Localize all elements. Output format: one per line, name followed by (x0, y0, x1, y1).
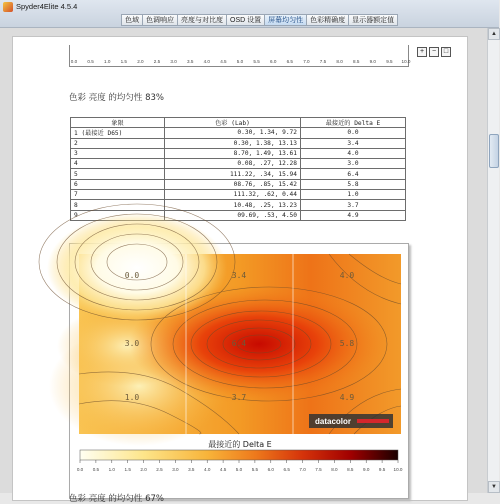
uniformity-heatmap-panel (69, 243, 409, 499)
zone-cell: 7 (71, 190, 165, 200)
scroll-down-arrow-icon[interactable]: ▼ (488, 481, 500, 493)
scale-tick-label: 4.5 (220, 59, 227, 64)
table-header-row (71, 118, 406, 128)
scale-tick-label: 7.0 (303, 59, 310, 64)
zone-cell: 4 (71, 159, 165, 169)
tab-osd-settings[interactable]: OSD 设置 (227, 14, 265, 26)
scale-tick-label: 5.0 (236, 59, 244, 64)
delta-e-cell: 4.0 (301, 148, 406, 158)
colorbar-tick-label: 1.5 (124, 467, 131, 472)
colorbar-tick-label: 4.5 (219, 467, 227, 472)
uniformity-table (70, 117, 406, 221)
scale-tick-label: 9.0 (369, 59, 376, 64)
tab-monitor-rating[interactable]: 显示器额定值 (349, 14, 398, 26)
scroll-thumb[interactable] (489, 134, 499, 168)
top-scale-strip (69, 45, 409, 67)
scale-tick-label: 1.5 (120, 59, 127, 64)
tab-gamut[interactable]: 色域 (121, 14, 143, 26)
scale-tick-label: 9.5 (386, 59, 393, 64)
colorbar-tick-label: 3.0 (172, 467, 179, 472)
zone-cell: 8 (71, 200, 165, 210)
column-header-zone: 象限 (71, 118, 165, 128)
scale-tick-label: 4.0 (203, 59, 210, 64)
colorbar-tick-label: 6.5 (283, 467, 290, 472)
colorbar-tick-label: 6.0 (267, 467, 274, 472)
lab-cell: 111.22, .34, 15.94 (165, 169, 301, 179)
vertical-scrollbar[interactable] (487, 28, 499, 493)
zone-delta-e-label: 0.0 (124, 271, 140, 280)
lab-cell: 09.69, .53, 4.50 (165, 210, 301, 220)
window-title: Spyder4Elite 4.5.4 (16, 2, 78, 11)
scroll-up-arrow-icon[interactable]: ▲ (488, 28, 500, 40)
zone-cell: 2 (71, 138, 165, 148)
colorbar-tick-label: 3.5 (188, 467, 195, 472)
colorbar-tick-label: 0.0 (76, 467, 84, 472)
scale-tick-label: 1.0 (103, 59, 111, 64)
zone-delta-e-label: 1.0 (124, 393, 140, 402)
delta-e-cell: 6.4 (301, 169, 406, 179)
colorbar-tick-label: 2.5 (156, 467, 163, 472)
delta-e-cell: 0.0 (301, 128, 406, 138)
colorbar-tick-label: 7.0 (299, 467, 306, 472)
lab-cell: 08.76, .85, 15.42 (165, 179, 301, 189)
zone-cell: 6 (71, 179, 165, 189)
scale-tick-label: 6.0 (269, 59, 277, 64)
lab-cell: 0.30, 1.34, 9.72 (165, 128, 301, 138)
colorbar-tick-label: 2.0 (140, 467, 147, 472)
colorbar-tick-label: 5.0 (235, 467, 243, 472)
colorbar-tick-label: 8.5 (347, 467, 354, 472)
title-bar (0, 0, 499, 28)
delta-e-cell: 3.0 (301, 159, 406, 169)
colorbar-title: 最接近的 Delta E (208, 440, 272, 449)
lab-cell: 0.30, 1.38, 13.13 (165, 138, 301, 148)
colorbar-legend (78, 450, 402, 476)
table-row (71, 128, 406, 138)
datacolor-logo-bar (357, 419, 389, 423)
section-title-uniformity-2: 色彩 亮度 的均匀性 67% (69, 494, 164, 504)
app-icon (3, 2, 13, 12)
zone-delta-e-label: 4.9 (339, 393, 355, 402)
delta-e-cell: 3.7 (301, 200, 406, 210)
scale-tick-label: 7.5 (319, 59, 327, 64)
delta-e-cell: 5.8 (301, 179, 406, 189)
zone-cell: 9 (71, 210, 165, 220)
delta-e-cell: 3.4 (301, 138, 406, 148)
tab-brightness-contrast[interactable]: 亮度与对比度 (178, 14, 227, 26)
scale-tick-label: 2.5 (153, 59, 161, 64)
table-row (71, 179, 406, 189)
colorbar-tick-label: 1.0 (108, 467, 115, 472)
colorbar-tick-label: 0.5 (92, 467, 100, 472)
colorbar-tick-label: 7.5 (315, 467, 322, 472)
tab-tone-response[interactable]: 色调响应 (143, 14, 178, 26)
zone-cell: 5 (71, 169, 165, 179)
zone-cell: 3 (71, 148, 165, 158)
table-row (71, 169, 406, 179)
colorbar-tick-label: 5.5 (251, 467, 259, 472)
colorbar-tick-label: 8.0 (331, 467, 338, 472)
column-header-delta-e: 最接近的 Delta E (301, 118, 406, 128)
scale-tick-label: 6.5 (286, 59, 293, 64)
report-workarea (0, 28, 499, 504)
scale-tick-label: 3.0 (170, 59, 177, 64)
zone-cell: 1 (最接近 D65) (71, 128, 165, 138)
table-row (71, 148, 406, 158)
zoom-out-icon[interactable]: − (429, 47, 439, 57)
scale-tick-label: 2.0 (137, 59, 144, 64)
zone-delta-e-label: 6.4 (231, 339, 247, 348)
zone-delta-e-label: 4.0 (339, 271, 355, 280)
column-header-lab: 色彩 (Lab) (165, 118, 301, 128)
lab-cell: 10.48, .25, 13.23 (165, 200, 301, 210)
colorbar-gradient (80, 450, 398, 460)
tab-color-accuracy[interactable]: 色彩精确度 (307, 14, 349, 26)
lab-cell: 111.32, .62, 0.44 (165, 190, 301, 200)
scale-tick-label: 5.5 (253, 59, 260, 64)
zone-delta-e-label: 3.4 (231, 271, 247, 280)
scale-tick-label: 0.0 (70, 59, 78, 64)
section-title-uniformity-1: 色彩 亮度 的均匀性 83% (69, 93, 164, 103)
scale-tick-label: 0.5 (87, 59, 94, 64)
zoom-toolbar (417, 47, 451, 57)
scale-tick-label: 3.5 (186, 59, 194, 64)
delta-e-cell: 1.0 (301, 190, 406, 200)
delta-e-cell: 4.9 (301, 210, 406, 220)
zone-delta-e-label: 5.8 (339, 339, 355, 348)
zoom-in-icon[interactable]: + (417, 47, 427, 57)
table-row (71, 138, 406, 148)
zone-delta-e-label: 3.0 (124, 339, 140, 348)
tab-strip (121, 14, 398, 26)
colorbar-tick-label: 4.0 (204, 467, 211, 472)
report-page (12, 36, 468, 504)
lab-cell: 0.08, .27, 12.28 (165, 159, 301, 169)
table-row (71, 159, 406, 169)
scale-tick-label: 10.0 (401, 59, 411, 64)
table-row (71, 190, 406, 200)
zoom-fit-icon[interactable]: □ (441, 47, 451, 57)
tab-screen-uniformity[interactable]: 屏幕均匀性 (265, 14, 307, 26)
scale-tick-label: 8.0 (336, 59, 343, 64)
zone-delta-e-label: 3.7 (231, 393, 247, 402)
colorbar-tick-label: 9.0 (363, 467, 370, 472)
lab-cell: 8.70, 1.49, 13.61 (165, 148, 301, 158)
uniformity-heatmap (79, 254, 401, 434)
scale-tick-label: 8.5 (352, 59, 360, 64)
datacolor-logo: datacolor (315, 417, 352, 426)
colorbar-tick-label: 10.0 (393, 467, 403, 472)
colorbar-tick-label: 9.5 (378, 467, 386, 472)
